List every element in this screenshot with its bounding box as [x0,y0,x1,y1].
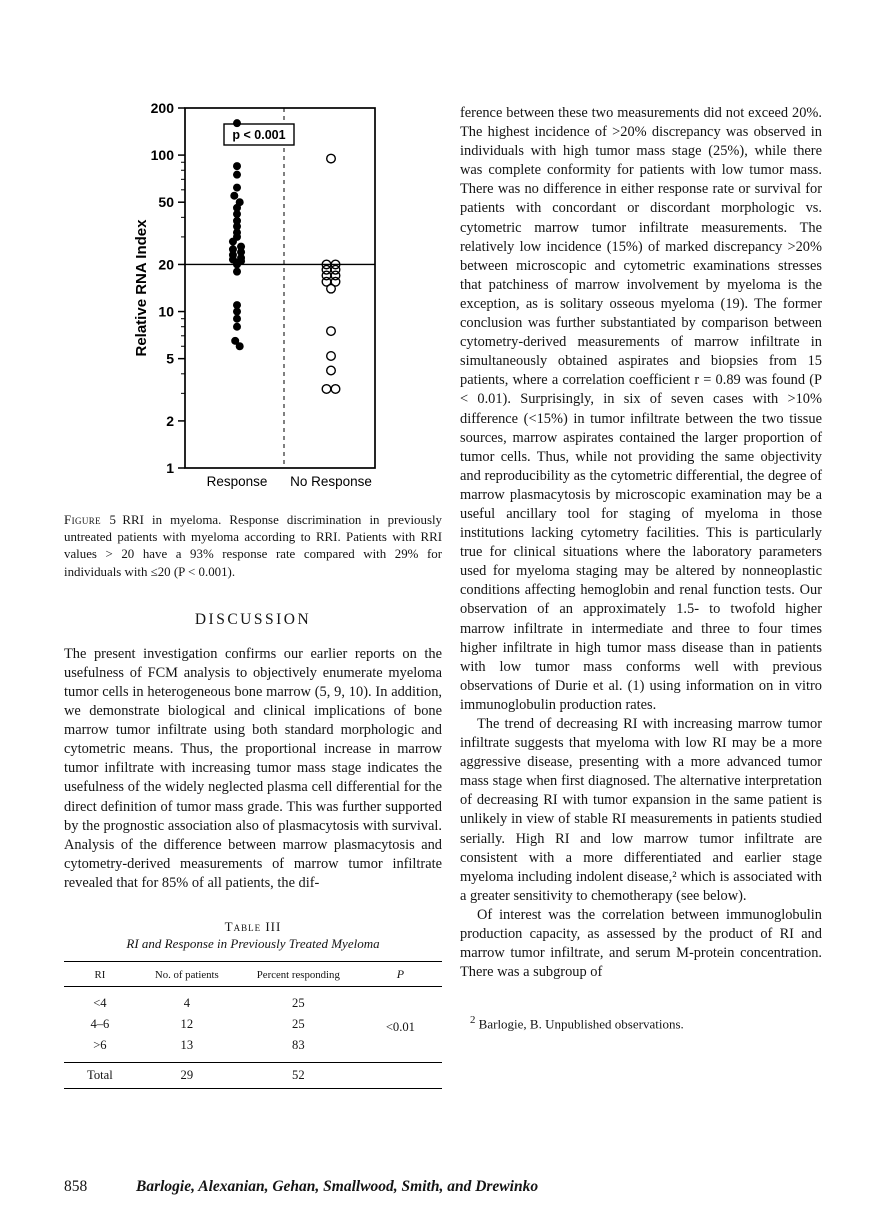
data-point-response [236,342,244,350]
y-tick-label: 200 [150,100,174,116]
data-point-no-response [322,385,331,394]
y-tick-label: 50 [158,194,174,211]
data-point-response [233,184,241,192]
data-point-response [233,308,241,316]
table-total-row [64,1063,442,1089]
table-cell-n: 4 [183,996,190,1011]
table-cell-pct: 83 [292,1038,305,1053]
table-cell-pct: 25 [292,996,305,1011]
data-point-no-response [327,284,336,293]
left-column [64,100,442,1089]
data-point-no-response [331,385,340,394]
table-3-grid [64,961,442,1089]
data-point-response [233,119,241,127]
data-point-response [233,268,241,276]
data-point-response [233,260,241,268]
page-number: 858 [64,1178,88,1195]
y-tick-label: 1 [166,460,174,476]
body-paragraph: ference between these two measurements did not exceed 20%. The highest incidence of >20% discrepancy was observed in individuals with high tumor mass stage (25%), while there was complete conformity for patients with low tumor mass. There was no difference in either response rate or survival for patients with concordant or discordant morphologic vs. cytometric marrow tumor infiltrate measurements. The relatively low incidence (15%) of marked discrepancy >20% between microscopic and cytometric examinations stresses that patchiness of marrow involvement by myeloma is the exception, as is solitary osseous myeloma (19). The former conclusion was further substantiated by comparison between cytometry-derived measurements of marrow infiltrate in simultaneously obtained aspirates and biopsies from 15 patients, where a correlation coefficient r = 0.89 was found (P < 0.01). Surprisingly, in six of seven cases with >10% difference (<15%) in tumor infiltrate between the two tissue sources, marrow aspirates contained the larger proportion of tumor cells. Thus, while not providing the same objectivity and reproducibility as the cytometric differential, the degree of marrow plasmacytosis by microscopic examination may be a useful ancillary tool for staging of myeloma in those institutions lacking cytometry facilities. This is particularly true for clinical situations where the laboratory parameters used for myeloma staging may be altered by nonneoplastic conditions affecting hemoglobin and renal function tests. Our observation of an approximately 1.5- to twofold higher marrow infiltrate in intermediate and three to four times higher infiltrate in high tumor mass disease than in patients with low tumor mass conforms well with previous observations of Durie et al. (1) using information on in vitro immunoglobulin production rates. [460,105,822,713]
rri-scatter-chart [64,100,442,498]
footnote-text: Barlogie, B. Unpublished observations. [475,1016,684,1032]
data-point-no-response [327,154,336,163]
figure-caption [64,512,442,581]
table-cell-ri: >6 [93,1038,107,1053]
x-category-label: Response [206,474,268,489]
table-cell-p-value: <0.01 [385,1020,415,1035]
table-cell-total-pct: 52 [238,1063,359,1089]
table-header-ri: RI [64,962,136,987]
table-cell-ri: <4 [93,996,107,1011]
data-point-no-response [327,327,336,336]
table-cell-n: 12 [180,1017,194,1032]
right-column [460,104,822,1033]
table-title: RI and Response in Previously Treated Myeloma [126,936,380,952]
table-header-p: P [359,962,442,987]
table-label: Table III [224,919,282,935]
data-point-no-response [327,366,336,375]
y-tick-label: 2 [166,412,174,429]
table-3 [64,919,442,1089]
y-tick-label: 10 [158,303,174,320]
data-point-response [233,315,241,323]
figure-caption-text: RRI in myeloma. Response discrimination in previously untreated patients with myeloma according to RRI. Patients with RRI values > 20 have a 93% response rate compared with 29% for individuals with ≤20 (P < 0.001). [64,513,442,579]
y-tick-label: 100 [150,147,174,164]
plot-frame [185,108,375,468]
body-paragraph: The trend of decreasing RI with increasing marrow tumor infiltrate suggests that myeloma with low RI may be a more aggressive disease, presenting with a more advanced tumor mass stage when first diagnosed. The alternative interpretation of decreasing RI with tumor expansion in the same patient is unlikely in view of stable RI measurements in patients studied serially. High RI and low marrow tumor infiltrate are consistent with a more differentiated and earlier stage myeloma including indolent disease,² which is associated with a greater sensitivity to chemotherapy (see below). [460,716,822,904]
y-tick-label: 20 [158,256,174,273]
footnote [460,1012,822,1032]
table-cell-total-label: Total [64,1063,136,1089]
table-row [64,987,442,1015]
data-point-response [229,238,237,246]
data-point-response [233,210,241,218]
data-point-response [233,323,241,331]
table-cell-ri: 4–6 [90,1017,110,1032]
x-category-label: No Response [290,474,372,489]
data-point-response [230,192,238,200]
figure-5-chart [64,100,442,498]
table-cell-total-n: 29 [136,1063,238,1089]
table-cell-n: 13 [180,1038,194,1053]
table-header-pct: Percent responding [238,962,359,987]
section-heading-discussion: DISCUSSION [194,610,312,628]
discussion-paragraph: The present investigation confirms our earlier reports on the usefulness of FCM analysis to objectively enumerate myeloma tumor cells in heterogeneous bone marrow (5, 9, 10). In addition, we demonstrate biological and clinical implications of bone marrow tumor infiltrate using both standard morphologic and cytometric means. Thus, the proportional increase in marrow tumor infiltrate with increasing tumor mass stage indicates the usefulness of the widely neglected plasma cell differential for the direct definition of tumor mass grade. This was further supported by the prognostic association also of plasmacytosis with survival. Analysis of the difference between marrow plasmacytosis and cytometry-derived measurements of marrow tumor infiltrate revealed that for 85% of all patients, the dif- [64,645,442,891]
y-axis-label: Relative RNA Index [133,219,150,357]
running-footer-authors: Barlogie, Alexanian, Gehan, Smallwood, Smith, and Drewinko [136,1178,539,1195]
y-tick-label: 5 [166,350,174,367]
data-point-response [233,171,241,179]
data-point-response [233,162,241,170]
footnote-marker: 2 [470,1014,476,1027]
table-cell-pct: 25 [292,1017,305,1032]
body-paragraph: Of interest was the correlation between immunoglobulin production capacity, as assessed by the product of RI and marrow tumor infiltrate, and serum M-protein concentration. There was a subgroup of [460,906,822,981]
table-header-n: No. of patients [136,962,238,987]
data-point-no-response [327,352,336,361]
figure-caption-label: Figure 5 [64,513,117,527]
p-value-label: p < 0.001 [232,128,286,142]
